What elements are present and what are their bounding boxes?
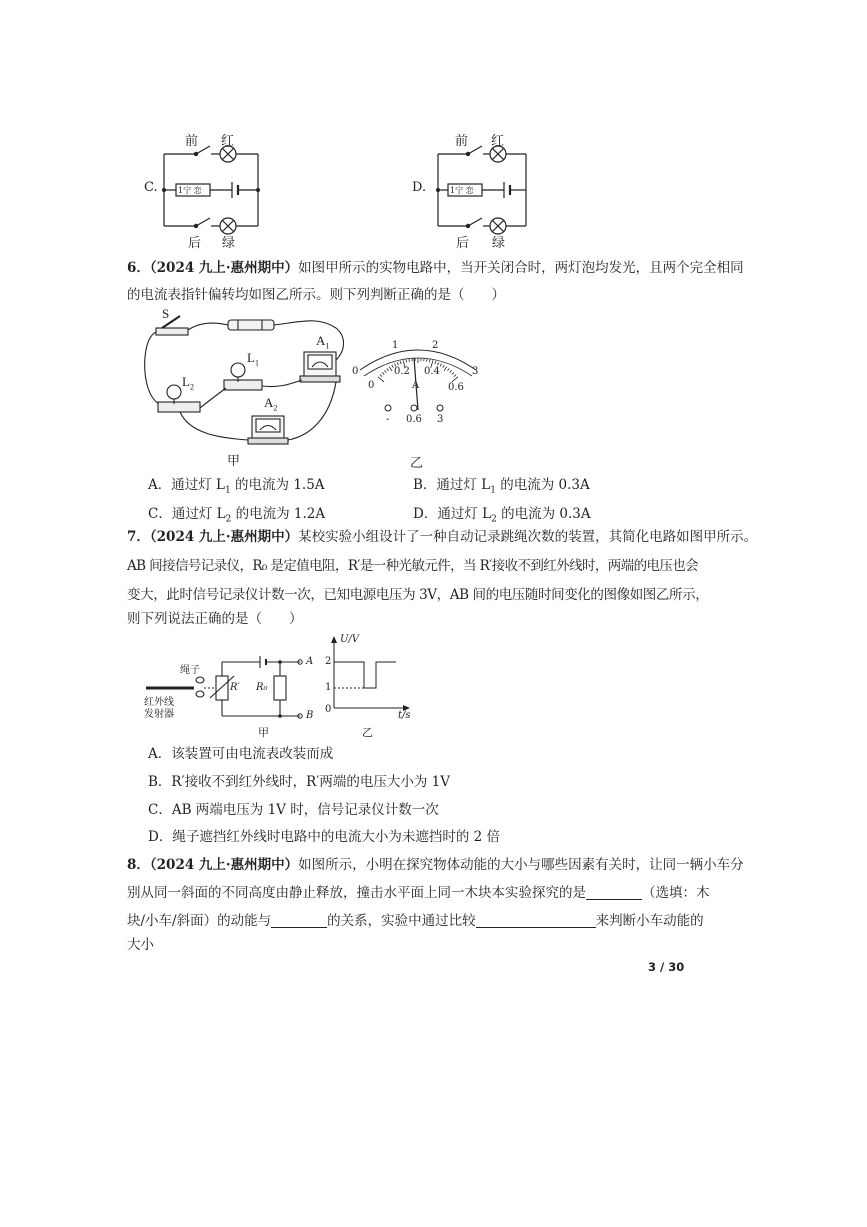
circuit-option-d xyxy=(412,128,552,250)
q7-graph-x-axis-label: t/s xyxy=(398,710,411,721)
q7-rope-label: 绳子 xyxy=(180,665,200,676)
dial-tick xyxy=(443,365,445,368)
question-7-text-1: 某校实验小组设计了一种自动记录跳绳次数的装置，其简化电路如图甲所示。 xyxy=(298,529,758,545)
question-6-number: 6． xyxy=(127,260,150,276)
q7-graph-y-axis-label: U/V xyxy=(340,634,360,645)
q8-blank-3[interactable] xyxy=(476,911,596,928)
question-7-text-2: AB 间接信号记录仪，R₀ 是定值电阻，R′是一种光敏元件，当 R′接收不到红外线时，两端的电压也会 xyxy=(127,558,699,574)
dial-tick xyxy=(389,367,392,371)
q6-a1-label xyxy=(316,333,329,351)
dial-tick xyxy=(400,361,401,364)
q6-option-a-letter: A． xyxy=(148,477,172,493)
question-7-line-2 xyxy=(127,553,747,580)
dial-lower-tick-3: 0.6 xyxy=(448,382,464,393)
question-8-line-1 xyxy=(127,852,747,879)
question-8-source: （2024 九上·惠州期中） xyxy=(149,857,299,873)
q7-point-a-label: A xyxy=(306,656,314,667)
dial-unit: A xyxy=(412,380,420,391)
q8-blank-1[interactable] xyxy=(586,883,642,900)
question-8-line-3 xyxy=(127,908,747,935)
q7-r0-label: R₀ xyxy=(256,682,268,693)
dial-upper-tick-3: 3 xyxy=(472,366,479,377)
q6-fig-jia-caption: 甲 xyxy=(227,454,241,469)
question-8-text-3a: 块/小车/斜面）的动能与 xyxy=(127,913,272,929)
q8-blank-2[interactable] xyxy=(271,911,327,928)
circuit-c-device-label: 1宁 恋 xyxy=(178,186,202,195)
q7-graph-origin: 0 xyxy=(325,704,332,715)
q6-l1-subscript: 1 xyxy=(254,358,259,368)
dial-terminal-3: 3 xyxy=(437,414,444,425)
question-6-text-1: 如图甲所示的实物电路中，当开关闭合时，两灯泡均发光，且两个完全相同 xyxy=(298,260,744,276)
q6-option-c-pre: 通过灯 L xyxy=(171,506,226,522)
q6-option-b-sub: 1 xyxy=(490,485,496,496)
q6-option-b-pre: 通过灯 L xyxy=(436,477,491,493)
q6-l2-subscript: 2 xyxy=(189,382,194,392)
question-7-line-1 xyxy=(127,524,758,551)
q6-a1-letter: A xyxy=(316,333,326,348)
question-6-text-2: 的电流表指针偏转均如图乙所示。则下列判断正确的是（ ） xyxy=(127,287,505,303)
dial-tick xyxy=(447,368,449,370)
dial-lower-tick-1: 0.2 xyxy=(394,366,410,377)
q6-option-a xyxy=(148,475,325,501)
q7-graph-y-tick-2: 2 xyxy=(325,656,332,667)
q6-figure-yi xyxy=(348,336,488,436)
q6-figure-jia xyxy=(140,308,355,473)
dial-tick xyxy=(454,375,456,377)
q6-switch-label: S xyxy=(162,306,170,321)
q6-option-a-sub: 1 xyxy=(225,485,231,496)
question-7-line-3 xyxy=(127,582,747,609)
question-7-line-4 xyxy=(127,606,747,633)
q7-fig-yi-caption: 乙 xyxy=(362,726,373,739)
q6-a2-subscript: 2 xyxy=(273,403,278,413)
dial-upper-tick-1: 1 xyxy=(392,340,399,351)
question-8-text-2b: （选填：木 xyxy=(642,885,710,901)
q6-l1-label xyxy=(247,350,259,368)
q7-option-c: C．AB 两端电压为 1V 时，信号记录仪计数一次 xyxy=(148,802,439,818)
option-d-label: D. xyxy=(412,180,427,195)
question-8-text-4: 大小 xyxy=(127,937,154,953)
dial-tick xyxy=(378,377,384,382)
question-7-number: 7． xyxy=(127,529,150,545)
question-6-line-1 xyxy=(127,255,747,282)
q7-fig-jia-caption: 甲 xyxy=(258,726,269,739)
q7-graph-y-tick-1: 1 xyxy=(325,682,332,693)
circuit-d-diagram xyxy=(412,128,552,250)
q7-option-d: D．绳子遮挡红外线时电路中的电流大小为未遮挡时的 2 倍 xyxy=(148,829,500,845)
dial-tick xyxy=(438,362,439,365)
q6-option-c-post: 的电流为 1.2A xyxy=(231,506,326,522)
option-c-label: C. xyxy=(144,180,158,195)
question-7-source: （2024 九上·惠州期中） xyxy=(149,529,299,545)
dial-terminal-0-6: 0.6 xyxy=(406,414,422,425)
dial-tick xyxy=(429,359,430,362)
q6-l2-label xyxy=(182,374,194,392)
question-6-source: （2024 九上·惠州期中） xyxy=(149,260,299,276)
q7-option-b: B．R′接收不到红外线时，R′两端的电压大小为 1V xyxy=(148,774,451,790)
q6-option-b xyxy=(413,475,590,501)
circuit-d-back-label: 后 xyxy=(456,236,470,251)
q6-fig-yi-caption: 乙 xyxy=(410,456,424,471)
dial-tick xyxy=(452,372,454,374)
q6-option-b-letter: B． xyxy=(413,477,437,493)
dial-terminal-neg: - xyxy=(386,414,390,425)
page-number: 3 / 30 xyxy=(648,960,685,974)
q6-option-d-sub: 2 xyxy=(491,514,497,525)
dial-tick xyxy=(387,368,389,370)
q6-option-c-letter: C． xyxy=(148,506,172,522)
question-8-text-2a: 别从同一斜面的不同高度由静止释放，撞击水平面上同一木块本实验探究的是 xyxy=(127,885,586,901)
question-7-text-4: 则下列说法正确的是（ ） xyxy=(127,611,303,627)
dial-lower-tick-2: 0.4 xyxy=(424,366,440,377)
question-8-text-3b: 的关系，实验中通过比较 xyxy=(327,913,476,929)
q6-a1-subscript: 1 xyxy=(325,341,330,351)
question-8-text-3c: 来判断小车动能的 xyxy=(595,913,704,929)
q6-l1-letter: L xyxy=(247,350,255,365)
q7-figure-jia xyxy=(140,648,325,740)
dial-tick xyxy=(427,359,428,362)
dial-tick xyxy=(406,359,407,362)
q7-option-a: A．该装置可由电流表改装而成 xyxy=(148,746,334,762)
dial-tick xyxy=(409,359,410,362)
q7-voltage-graph xyxy=(322,634,412,720)
circuit-c-green-label: 绿 xyxy=(222,236,236,251)
dial-tick xyxy=(444,367,447,371)
q7-point-b-label: B xyxy=(306,710,314,721)
q7-figure-yi xyxy=(322,634,412,720)
q7-emitter-label-1: 红外线 xyxy=(144,697,174,708)
q6-a2-label xyxy=(264,395,277,413)
dial-tick xyxy=(435,361,436,364)
question-8-number: 8． xyxy=(127,857,150,873)
circuit-c-diagram xyxy=(140,128,280,250)
dial-tick xyxy=(382,372,384,374)
question-8-text-1: 如图所示，小明在探究物体动能的大小与哪些因素有关时，让同一辆小车分 xyxy=(298,857,744,873)
q7-r-prime-label: R′ xyxy=(230,682,240,693)
q6-l2-letter: L xyxy=(182,374,190,389)
circuit-d-front-label: 前 xyxy=(455,134,469,149)
circuit-c-red-label: 红 xyxy=(221,134,235,149)
circuit-d-device-label: 1宁 恋 xyxy=(450,186,474,195)
question-8-line-2 xyxy=(127,880,747,907)
q7-emitter-label-2: 发射器 xyxy=(144,709,174,720)
question-8-line-4 xyxy=(127,932,747,959)
dial-lower-tick-0: 0 xyxy=(368,380,375,391)
question-6-line-2 xyxy=(127,282,747,309)
circuit-d-green-label: 绿 xyxy=(492,236,506,251)
dial-upper-tick-0: 0 xyxy=(352,366,359,377)
dial-tick xyxy=(380,375,382,377)
dial-tick xyxy=(397,362,398,365)
dial-upper-tick-2: 2 xyxy=(432,340,439,351)
q6-option-c-sub: 2 xyxy=(225,514,232,525)
circuit-option-c xyxy=(140,128,280,250)
circuit-c-back-label: 后 xyxy=(188,236,202,251)
q6-option-d-post: 的电流为 0.3A xyxy=(496,506,591,522)
dial-tick xyxy=(450,370,452,372)
q6-option-a-pre: 通过灯 L xyxy=(171,477,226,493)
q6-option-a-post: 的电流为 1.5A xyxy=(230,477,325,493)
circuit-d-red-label: 红 xyxy=(491,134,505,149)
question-7-text-3: 变大，此时信号记录仪计数一次，已知电源电压为 3V，AB 间的电压随时间变化的图像如图乙所示， xyxy=(127,587,709,603)
dial-tick xyxy=(384,370,386,372)
q6-a2-letter: A xyxy=(264,395,274,410)
q6-option-d-pre: 通过灯 L xyxy=(437,506,492,522)
dial-tick xyxy=(440,364,441,367)
circuit-c-front-label: 前 xyxy=(185,134,199,149)
q6-option-b-post: 的电流为 0.3A xyxy=(495,477,590,493)
q6-option-d-letter: D． xyxy=(413,506,438,522)
